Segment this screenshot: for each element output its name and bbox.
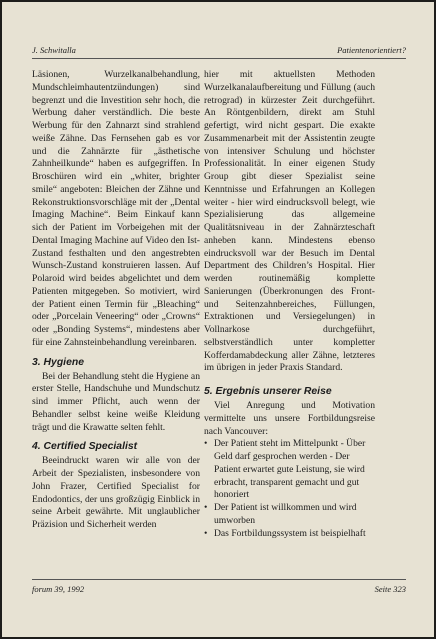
list-item: • Der Patient ist willkommen und wird umworben: [204, 502, 375, 528]
list-item: • Der Patient steht im Mittelpunkt - Über Geld darf gesprochen werden - Der Patient erwartet gute Leistung, sie wird erbracht, transparent gemacht und gut honoriert: [204, 438, 375, 502]
header-author: J. Schwitalla: [32, 45, 76, 55]
paragraph: Viel Anregung und Motivation vermittelte uns unsere Fortbildungsreise nach Vancouver:: [204, 400, 375, 437]
right-column: [204, 69, 375, 540]
paragraph: Bei der Behandlung steht die Hygiene an erster Stelle, Handschuhe und Mundschutz sind immer Pflicht, auch wenn der Behandler selbst keine weiße Kleidung trägt und die Krawatte selten fehlt.: [32, 370, 200, 433]
bullet-list: [204, 438, 375, 540]
paragraph: hier mit aktuellsten Methoden Wurzelkanalaufbereitung und Füllung (auch retrograd) in kürzester Zeit durchgeführt. An Röntgenbildern, direkt am Stuhl gefertigt, wird nicht gespart. Die exakte Zusammenarbeit mit der Assistentin zeugte von intensiver Schulung und höchster Professionalität. In einer eigenen Study Group gibt dieser Spezialist seine Kenntnisse und Erfahrungen an Kollegen weiter - hier wird eindrucksvoll belegt, wie Spezialisierung das allgemeine Qualitätsniveau in der Zahnärzteschaft anheben kann. Mindestens ebenso eindrucksvoll war der Besuch im Dental Department des Children’s Hospital. Hier werden routinemäßig komplette Sanierungen (Überkronungen des Front- und Seitenzahnbereiches, Füllungen, Extraktionen und Versiegelungen) in Vollnarkose durchgeführt, selbstverständlich unter kompletter Kofferdamabdeckung aller Zähne, letzteres im übrigen in jeder Praxis Standard.: [204, 69, 375, 374]
footer-journal: forum 39, 1992: [32, 584, 85, 594]
section-heading-certified-specialist: 4. Certified Specialist: [32, 441, 138, 453]
paragraph: Läsionen, Wurzelkanalbehandlung, Mundschleimhautentzündungen) sind begrenzt und die Investition sehr hoch, die Werbung daher verständlich. Die beste Werbung für den Zahnarzt sind strahlend weiße Zähne. Das Fernsehen gab es vor und die Zahnärzte für „ästhetische Zahnheilkunde“ haben es aufgegriffen. In Broschüren wird ein „whiter, brighter smile“ angeboten: Bleichen der Zähne und Rekonstruktionsvorschläge mit der „Dental Imaging Machine“. Beim Einkauf kann sich der Patient im Vorbeigehen mit der Dental Imaging Machine auf Video den Ist-Zustand festhalten und den angestrebten Wunsch-Zustand konstruieren lassen. Auf Polaroid wird beides abgelichtet und dem Patienten mitgegeben. So motiviert, wird der Patient einen Termin für „Bleaching“ oder „Porcelain Veneering“ oder „Crowns“ oder „Bonding Systems“, mindestens aber für eine Zahnsteinbehandlung vereinbaren.: [32, 69, 200, 348]
running-footer: [32, 584, 406, 596]
list-item: • Das Fortbildungssystem ist beispielhaft: [204, 528, 375, 541]
left-column: [32, 69, 200, 532]
footer-page-number: Seite 323: [374, 584, 406, 594]
running-header: [32, 45, 406, 57]
header-rule: [32, 58, 406, 59]
document-page: [2, 2, 434, 637]
section-heading-ergebnis: 5. Ergebnis unserer Reise: [204, 386, 332, 397]
paragraph: Beeindruckt waren wir alle von der Arbeit der Spezialisten, insbesondere von John Frazer, Certified Specialist for Endodontics, der uns großzügig Einblick in seine Arbeit gewährte. Mit unglaublicher Präzision und Sicherheit werden: [32, 455, 200, 530]
section-heading-hygiene: 3. Hygiene: [32, 356, 84, 368]
header-section: Patientenorientiert?: [337, 45, 406, 55]
footer-rule: [32, 579, 406, 580]
